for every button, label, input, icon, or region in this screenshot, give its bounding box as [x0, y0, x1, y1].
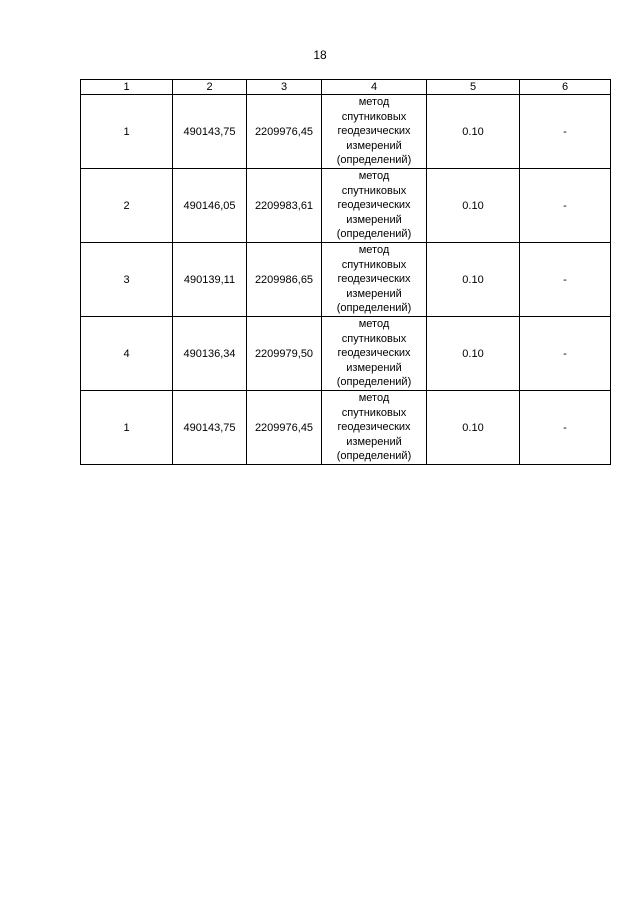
method-cell — [322, 95, 427, 169]
accuracy-cell: 0.10 — [427, 243, 520, 317]
x-coordinate-cell: 490143,75 — [173, 95, 247, 169]
x-coordinate-cell: 490139,11 — [173, 243, 247, 317]
table-body — [81, 95, 611, 465]
accuracy-cell: 0.10 — [427, 317, 520, 391]
y-coordinate-cell: 2209976,45 — [247, 95, 322, 169]
accuracy-cell: 0.10 — [427, 391, 520, 465]
method-cell — [322, 169, 427, 243]
method-text: метод спутниковых геодезических измерений (определений) — [336, 244, 412, 315]
method-text: метод спутниковых геодезических измерений (определений) — [336, 318, 412, 389]
method-text: метод спутниковых геодезических измерений (определений) — [336, 392, 412, 463]
y-coordinate-cell: 2209979,50 — [247, 317, 322, 391]
method-text: метод спутниковых геодезических измерений (определений) — [336, 96, 412, 167]
point-number-cell: 4 — [81, 317, 173, 391]
header-cell-accuracy: 5 — [427, 80, 520, 95]
accuracy-cell: 0.10 — [427, 95, 520, 169]
table-row — [81, 243, 611, 317]
method-cell — [322, 317, 427, 391]
table-row — [81, 391, 611, 465]
y-coordinate-cell: 2209986,65 — [247, 243, 322, 317]
table-row — [81, 169, 611, 243]
x-coordinate-cell: 490146,05 — [173, 169, 247, 243]
description-cell: - — [520, 317, 611, 391]
method-text: метод спутниковых геодезических измерений (определений) — [336, 170, 412, 241]
header-cell-point: 1 — [81, 80, 173, 95]
header-cell-y: 3 — [247, 80, 322, 95]
header-cell-description: 6 — [520, 80, 611, 95]
header-cell-x: 2 — [173, 80, 247, 95]
accuracy-cell: 0.10 — [427, 169, 520, 243]
point-number-cell: 3 — [81, 243, 173, 317]
table-header — [81, 80, 611, 95]
point-number-cell: 1 — [81, 391, 173, 465]
header-row — [81, 80, 611, 95]
description-cell: - — [520, 169, 611, 243]
description-cell: - — [520, 391, 611, 465]
y-coordinate-cell: 2209983,61 — [247, 169, 322, 243]
table-row — [81, 317, 611, 391]
x-coordinate-cell: 490143,75 — [173, 391, 247, 465]
method-cell — [322, 243, 427, 317]
point-number-cell: 2 — [81, 169, 173, 243]
coordinates-table — [80, 79, 611, 465]
page-number: 18 — [313, 48, 327, 62]
x-coordinate-cell: 490136,34 — [173, 317, 247, 391]
header-cell-method: 4 — [322, 80, 427, 95]
description-cell: - — [520, 243, 611, 317]
table-row — [81, 95, 611, 169]
point-number-cell: 1 — [81, 95, 173, 169]
method-cell — [322, 391, 427, 465]
description-cell: - — [520, 95, 611, 169]
y-coordinate-cell: 2209976,45 — [247, 391, 322, 465]
